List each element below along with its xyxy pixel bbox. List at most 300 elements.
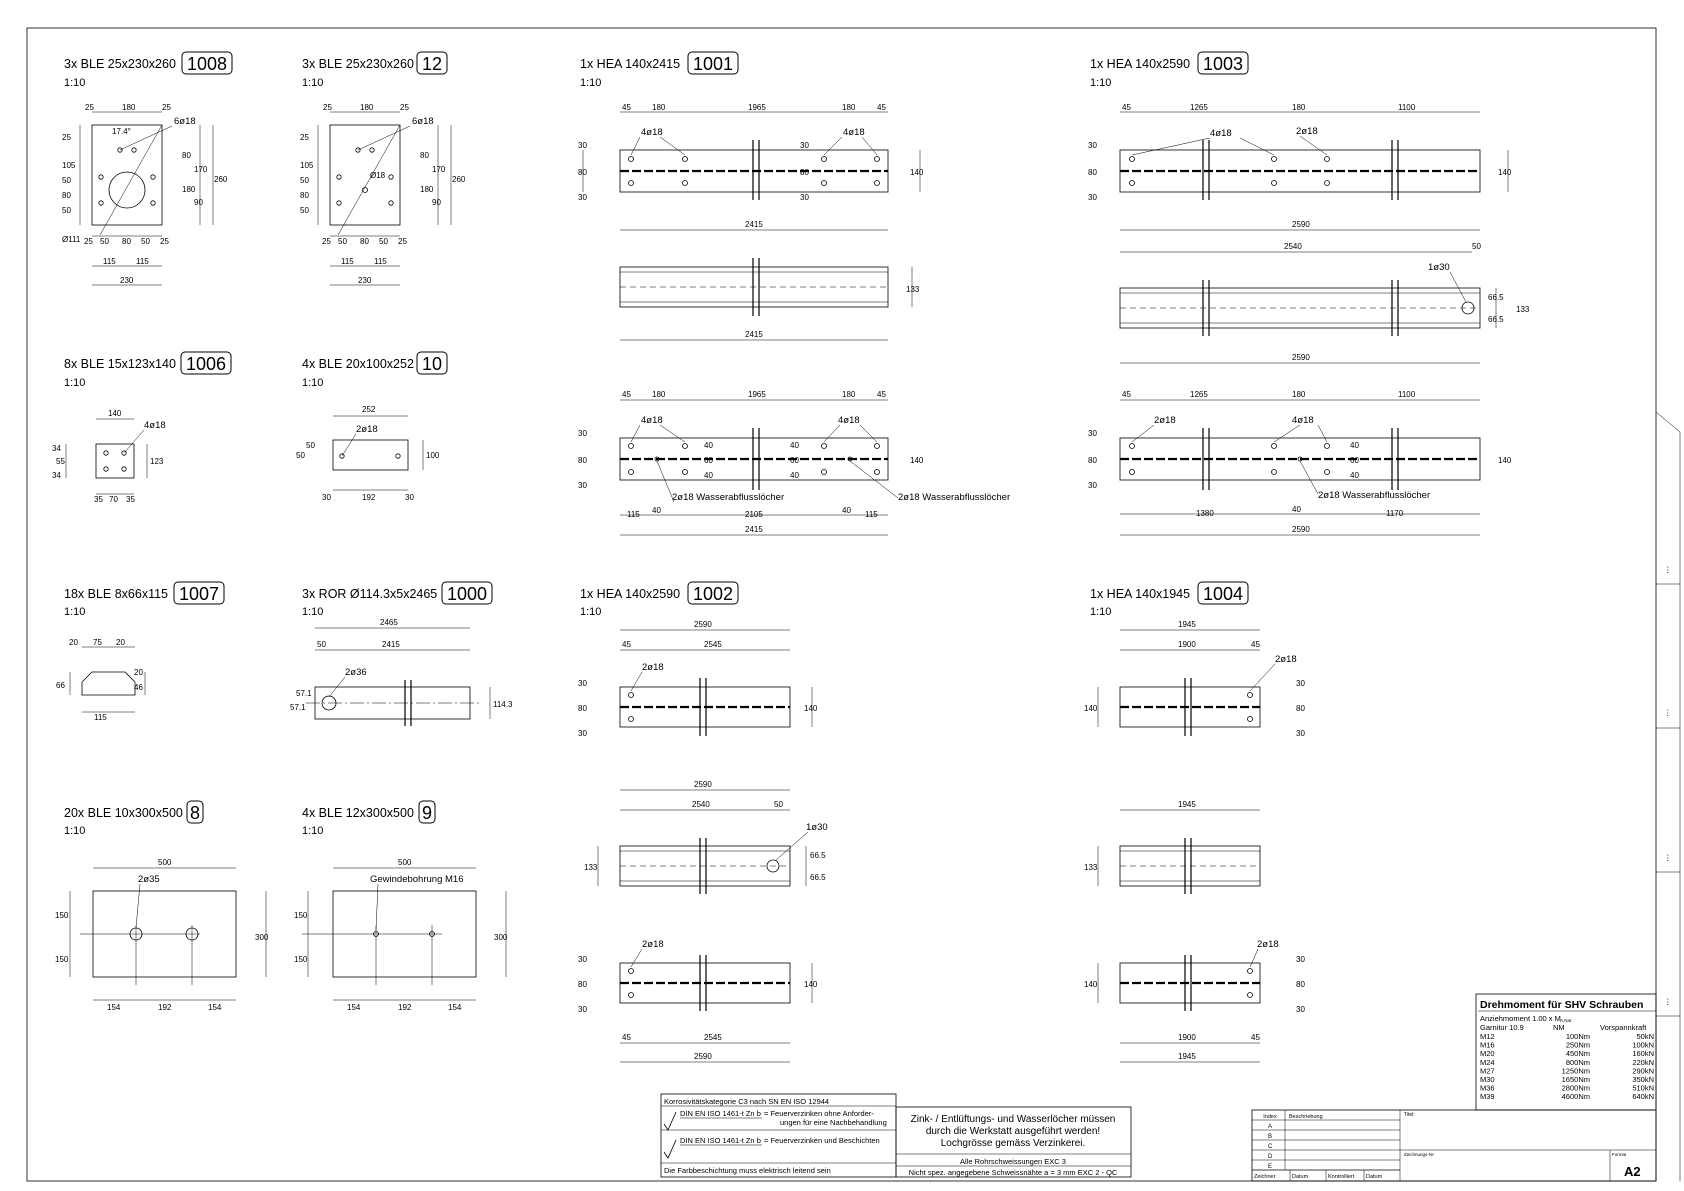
revision-rows <box>1252 1124 1400 1170</box>
svg-text:Kontrolliert: Kontrolliert <box>1328 1174 1355 1180</box>
svg-text:2ø18: 2ø18 <box>1154 415 1176 426</box>
svg-text:25: 25 <box>322 237 331 246</box>
svg-text:133: 133 <box>906 285 920 294</box>
svg-text:DIN EN ISO 1461-t Zn b: DIN EN ISO 1461-t Zn b <box>680 1109 761 1118</box>
torque-cell: 250Nm <box>1565 1040 1590 1050</box>
svg-text:2590: 2590 <box>1292 220 1310 229</box>
svg-text:1965: 1965 <box>748 390 766 399</box>
svg-text:50: 50 <box>62 176 71 185</box>
sheet-border <box>27 28 1656 1181</box>
svg-text:1ø30: 1ø30 <box>1428 262 1450 273</box>
svg-text:45: 45 <box>1122 390 1131 399</box>
svg-text:140: 140 <box>1498 168 1512 177</box>
svg-text:1945: 1945 <box>1178 800 1196 809</box>
svg-text:192: 192 <box>362 493 376 502</box>
torque-cell: 350kN <box>1632 1075 1654 1084</box>
svg-text:115: 115 <box>627 510 640 519</box>
svg-text:50: 50 <box>379 237 388 246</box>
svg-text:230: 230 <box>358 276 372 285</box>
svg-text:ungen für eine Nachbehandlung: ungen für eine Nachbehandlung <box>780 1118 887 1127</box>
svg-text:1945: 1945 <box>1178 1052 1196 1061</box>
svg-text:Ø18: Ø18 <box>370 171 386 180</box>
svg-text:66.5: 66.5 <box>1488 293 1504 302</box>
torque-cell: 100Nm <box>1565 1032 1590 1041</box>
svg-text:50: 50 <box>300 176 309 185</box>
svg-text:50: 50 <box>100 237 109 246</box>
svg-text:Zeichner: Zeichner <box>1254 1174 1276 1180</box>
svg-text:40: 40 <box>704 471 713 480</box>
position-number: 1001 <box>692 54 734 74</box>
torque-cell: M24 <box>1480 1057 1495 1067</box>
svg-text:80: 80 <box>122 237 131 246</box>
svg-text:75: 75 <box>93 638 102 647</box>
svg-text:1:10: 1:10 <box>302 377 324 389</box>
torque-cell: M27 <box>1480 1066 1495 1076</box>
svg-text:20: 20 <box>134 668 143 677</box>
fold-marker: ⋮ <box>1664 853 1672 862</box>
svg-text:80: 80 <box>1088 168 1097 177</box>
svg-text:66.5: 66.5 <box>810 873 826 882</box>
position-number: 1004 <box>1202 584 1244 604</box>
svg-text:2105: 2105 <box>745 510 763 519</box>
svg-text:40: 40 <box>790 441 799 450</box>
svg-text:80: 80 <box>1296 980 1305 989</box>
svg-text:Anziehmoment 1.00 x M: Anziehmoment 1.00 x M <box>1480 1014 1561 1023</box>
revision-letter: C <box>1268 1144 1273 1150</box>
svg-text:1380: 1380 <box>1196 509 1214 518</box>
svg-text:1:10: 1:10 <box>64 606 86 618</box>
svg-text:2ø18: 2ø18 <box>1275 654 1297 665</box>
svg-text:115: 115 <box>374 257 387 266</box>
svg-text:1ø30: 1ø30 <box>806 822 828 833</box>
svg-text:25: 25 <box>160 237 169 246</box>
fold-marker: ⋮ <box>1664 565 1672 574</box>
svg-text:20: 20 <box>69 638 78 647</box>
part-title: 3x BLE 25x230x260 <box>64 57 176 71</box>
position-number: 1002 <box>692 584 734 604</box>
svg-text:40: 40 <box>704 441 713 450</box>
svg-text:66.5: 66.5 <box>810 851 826 860</box>
svg-text:30: 30 <box>800 141 809 150</box>
svg-text:50: 50 <box>774 800 783 809</box>
svg-text:57.1: 57.1 <box>296 689 312 698</box>
svg-text:25: 25 <box>300 133 309 142</box>
svg-text:1:10: 1:10 <box>302 825 324 837</box>
torque-cell: M12 <box>1480 1032 1495 1041</box>
position-number: 12 <box>421 54 443 74</box>
svg-text:3x ROR Ø114.3x5x2465: 3x ROR Ø114.3x5x2465 <box>302 587 438 601</box>
torque-cell: 2800Nm <box>1561 1083 1590 1093</box>
svg-text:133: 133 <box>1516 305 1530 314</box>
svg-text:Datum: Datum <box>1292 1174 1309 1180</box>
svg-text:8x BLE 15x123x140: 8x BLE 15x123x140 <box>64 357 176 371</box>
svg-text:25: 25 <box>323 103 332 112</box>
svg-text:115: 115 <box>865 510 878 519</box>
svg-text:140: 140 <box>804 704 818 713</box>
svg-text:80: 80 <box>800 168 809 177</box>
svg-text:140: 140 <box>910 456 924 465</box>
svg-text:6ø18: 6ø18 <box>174 116 196 127</box>
svg-text:2ø35: 2ø35 <box>138 874 160 885</box>
torque-cell: 1250Nm <box>1561 1066 1590 1076</box>
svg-text:A,Nat: A,Nat <box>1560 1018 1572 1023</box>
svg-text:1965: 1965 <box>748 103 766 112</box>
svg-text:25: 25 <box>398 237 407 246</box>
part-1006 <box>52 352 231 504</box>
svg-text:2ø18: 2ø18 <box>1257 939 1279 950</box>
revision-letter: A <box>1268 1124 1273 1130</box>
svg-text:80: 80 <box>62 191 71 200</box>
svg-text:25: 25 <box>62 133 71 142</box>
svg-text:45: 45 <box>1251 640 1260 649</box>
svg-text:45: 45 <box>622 1033 631 1042</box>
svg-text:2465: 2465 <box>380 618 398 627</box>
position-number: 9 <box>421 803 433 823</box>
svg-text:154: 154 <box>448 1003 462 1012</box>
torque-table <box>1476 994 1656 1110</box>
svg-text:1:10: 1:10 <box>1090 77 1112 89</box>
svg-text:123: 123 <box>150 457 164 466</box>
part-1000 <box>290 582 513 726</box>
torque-cell: 220kN <box>1632 1057 1654 1067</box>
svg-text:30: 30 <box>1296 679 1305 688</box>
torque-cell: 450Nm <box>1565 1049 1590 1059</box>
svg-text:1x HEA 140x1945: 1x HEA 140x1945 <box>1090 587 1191 601</box>
svg-text:180: 180 <box>1292 390 1306 399</box>
torque-rows <box>1480 1032 1654 1101</box>
svg-text:35: 35 <box>126 495 135 504</box>
svg-text:2590: 2590 <box>1292 525 1310 534</box>
svg-text:25: 25 <box>84 237 93 246</box>
svg-text:180: 180 <box>652 103 666 112</box>
svg-text:60: 60 <box>790 456 799 465</box>
svg-text:1x HEA 140x2590: 1x HEA 140x2590 <box>580 587 681 601</box>
svg-text:2415: 2415 <box>745 330 763 339</box>
svg-text:4x BLE 20x100x252: 4x BLE 20x100x252 <box>302 357 414 371</box>
svg-text:70: 70 <box>109 495 118 504</box>
svg-text:80: 80 <box>1296 704 1305 713</box>
svg-text:2ø18: 2ø18 <box>642 939 664 950</box>
svg-text:2540: 2540 <box>1284 242 1302 251</box>
svg-text:1170: 1170 <box>1386 509 1404 518</box>
svg-text:30: 30 <box>578 141 587 150</box>
svg-text:115: 115 <box>341 257 354 266</box>
svg-text:Zeichnungs-Nr:: Zeichnungs-Nr: <box>1404 1152 1435 1157</box>
svg-text:34: 34 <box>52 444 61 453</box>
svg-text:50: 50 <box>317 640 326 649</box>
position-number: 1006 <box>185 354 227 374</box>
svg-text:25: 25 <box>85 103 94 112</box>
torque-cell: M16 <box>1480 1040 1495 1050</box>
revision-letter: B <box>1268 1134 1273 1140</box>
part-12 <box>300 52 466 285</box>
svg-text:= Feuerverzinken und Beschicht: = Feuerverzinken und Beschichten <box>764 1136 880 1145</box>
svg-text:180: 180 <box>842 103 856 112</box>
svg-text:30: 30 <box>800 193 809 202</box>
torque-cell: 4600Nm <box>1561 1092 1590 1102</box>
svg-text:45: 45 <box>622 390 631 399</box>
position-number: 10 <box>421 354 443 374</box>
svg-text:115: 115 <box>103 257 116 266</box>
svg-text:90: 90 <box>194 198 203 207</box>
svg-text:25: 25 <box>400 103 409 112</box>
svg-text:105: 105 <box>62 161 76 170</box>
svg-text:6ø18: 6ø18 <box>412 116 434 127</box>
svg-text:45: 45 <box>877 390 886 399</box>
svg-text:4ø18: 4ø18 <box>1210 128 1232 139</box>
svg-text:40: 40 <box>1350 441 1359 450</box>
svg-text:150: 150 <box>55 955 69 964</box>
svg-text:Datum: Datum <box>1366 1174 1383 1180</box>
svg-text:1:10: 1:10 <box>64 377 86 389</box>
svg-text:40: 40 <box>1292 505 1301 514</box>
svg-text:40: 40 <box>790 471 799 480</box>
svg-text:2415: 2415 <box>382 640 400 649</box>
svg-text:= Feuerverzinken ohne Anforder: = Feuerverzinken ohne Anforder- <box>764 1109 874 1118</box>
svg-text:170: 170 <box>432 165 446 174</box>
svg-text:80: 80 <box>1088 456 1097 465</box>
position-number: 1003 <box>1202 54 1244 74</box>
svg-text:50: 50 <box>141 237 150 246</box>
svg-text:NM: NM <box>1553 1023 1565 1032</box>
svg-text:35: 35 <box>94 495 103 504</box>
svg-text:45: 45 <box>1122 103 1131 112</box>
revision-letter: D <box>1268 1154 1273 1160</box>
part-8 <box>55 801 269 1012</box>
svg-text:300: 300 <box>255 933 269 942</box>
plate-outline <box>82 672 135 695</box>
svg-text:1:10: 1:10 <box>580 606 602 618</box>
torque-cell: 100kN <box>1632 1040 1654 1050</box>
svg-text:45: 45 <box>1251 1033 1260 1042</box>
svg-text:4ø18: 4ø18 <box>144 420 166 431</box>
svg-text:Index: Index <box>1263 1114 1277 1120</box>
svg-text:50: 50 <box>306 441 315 450</box>
svg-text:Titel:: Titel: <box>1404 1112 1415 1118</box>
torque-cell: M20 <box>1480 1049 1495 1059</box>
svg-text:40: 40 <box>1350 471 1359 480</box>
part-1008 <box>62 52 232 285</box>
svg-text:4x BLE 12x300x500: 4x BLE 12x300x500 <box>302 806 414 820</box>
svg-text:durch die Werkstatt ausgeführt: durch die Werkstatt ausgeführt werden! <box>925 1126 1101 1137</box>
svg-text:180: 180 <box>360 103 374 112</box>
pipe-opening <box>109 172 145 208</box>
fold-tab <box>1656 412 1680 1181</box>
svg-text:Lochgrösse gemäss Verzinkerei.: Lochgrösse gemäss Verzinkerei. <box>940 1138 1086 1149</box>
part-1002 <box>578 582 828 1062</box>
torque-cell: 640kN <box>1632 1092 1654 1102</box>
svg-text:45: 45 <box>622 640 631 649</box>
svg-text:180: 180 <box>842 390 856 399</box>
torque-cell: 160kN <box>1632 1049 1654 1059</box>
svg-text:Format: Format <box>1612 1152 1627 1157</box>
svg-text:80: 80 <box>182 151 191 160</box>
svg-text:40: 40 <box>842 506 851 515</box>
svg-text:140: 140 <box>1084 980 1098 989</box>
svg-text:1945: 1945 <box>1178 620 1196 629</box>
svg-text:20x BLE 10x300x500: 20x BLE 10x300x500 <box>64 806 183 820</box>
svg-text:30: 30 <box>1296 1005 1305 1014</box>
svg-text:4ø18: 4ø18 <box>641 127 663 138</box>
svg-text:60: 60 <box>704 456 713 465</box>
svg-text:1100: 1100 <box>1398 390 1416 399</box>
torque-cell: 290kN <box>1632 1066 1654 1076</box>
svg-text:2545: 2545 <box>704 640 722 649</box>
svg-text:Vorspannkraft: Vorspannkraft <box>1600 1023 1647 1032</box>
svg-text:4ø18: 4ø18 <box>641 415 663 426</box>
svg-text:1x HEA 140x2590: 1x HEA 140x2590 <box>1090 57 1191 71</box>
svg-text:500: 500 <box>398 858 412 867</box>
fold-marker: ⋮ <box>1664 997 1672 1006</box>
svg-text:154: 154 <box>107 1003 121 1012</box>
svg-text:Beschriebung: Beschriebung <box>1289 1114 1323 1120</box>
position-number: 1000 <box>446 584 488 604</box>
part-1004 <box>1084 582 1305 1062</box>
torque-cell: M30 <box>1480 1075 1495 1084</box>
svg-text:17.4°: 17.4° <box>112 127 131 136</box>
svg-text:Gewindebohrung M16: Gewindebohrung M16 <box>370 874 464 885</box>
svg-text:154: 154 <box>347 1003 361 1012</box>
sheet-format: A2 <box>1624 1164 1641 1179</box>
svg-text:1:10: 1:10 <box>302 77 324 89</box>
svg-text:1900: 1900 <box>1178 1033 1196 1042</box>
svg-text:140: 140 <box>804 980 818 989</box>
svg-text:30: 30 <box>578 955 587 964</box>
svg-text:252: 252 <box>362 405 376 414</box>
svg-text:180: 180 <box>420 185 434 194</box>
svg-text:1900: 1900 <box>1178 640 1196 649</box>
position-number: 8 <box>189 803 201 823</box>
svg-text:150: 150 <box>294 911 308 920</box>
svg-text:2590: 2590 <box>694 1052 712 1061</box>
svg-text:114.3: 114.3 <box>493 700 513 709</box>
svg-text:20: 20 <box>116 638 125 647</box>
part-9 <box>294 801 508 1012</box>
svg-text:1:10: 1:10 <box>302 606 324 618</box>
svg-text:2590: 2590 <box>694 780 712 789</box>
svg-text:50: 50 <box>62 206 71 215</box>
svg-text:133: 133 <box>584 863 598 872</box>
svg-text:170: 170 <box>194 165 208 174</box>
svg-text:2ø18: 2ø18 <box>642 662 664 673</box>
svg-text:2ø18: 2ø18 <box>356 424 378 435</box>
svg-text:1x HEA 140x2415: 1x HEA 140x2415 <box>580 57 681 71</box>
svg-text:45: 45 <box>622 103 631 112</box>
svg-text:115: 115 <box>136 257 149 266</box>
svg-text:50: 50 <box>338 237 347 246</box>
svg-text:1265: 1265 <box>1190 103 1208 112</box>
svg-text:80: 80 <box>360 237 369 246</box>
svg-text:30: 30 <box>322 493 331 502</box>
svg-text:1:10: 1:10 <box>580 77 602 89</box>
svg-text:192: 192 <box>398 1003 412 1012</box>
svg-text:260: 260 <box>214 175 228 184</box>
svg-text:Garnitur 10.9: Garnitur 10.9 <box>1480 1023 1524 1032</box>
svg-text:55: 55 <box>56 457 65 466</box>
svg-text:2ø18: 2ø18 <box>1296 126 1318 137</box>
torque-cell: 50kN <box>1636 1032 1654 1041</box>
svg-text:30: 30 <box>578 429 587 438</box>
torque-cell: 800Nm <box>1565 1057 1590 1067</box>
revision-letter: E <box>1268 1164 1273 1170</box>
svg-text:2545: 2545 <box>704 1033 722 1042</box>
svg-text:2590: 2590 <box>694 620 712 629</box>
svg-text:50: 50 <box>300 206 309 215</box>
part-1001 <box>578 52 1010 535</box>
torque-cell: 1650Nm <box>1561 1075 1590 1084</box>
svg-text:1:10: 1:10 <box>64 825 86 837</box>
svg-text:80: 80 <box>578 456 587 465</box>
svg-text:46: 46 <box>134 683 143 692</box>
notes-block <box>661 1094 1131 1177</box>
svg-text:50: 50 <box>1472 242 1481 251</box>
svg-text:4ø18: 4ø18 <box>838 415 860 426</box>
svg-text:50: 50 <box>296 451 305 460</box>
coating-note: Die Farbbeschichtung muss elektrisch leitend sein <box>664 1166 831 1175</box>
svg-text:80: 80 <box>300 191 309 200</box>
torque-cell: M39 <box>1480 1092 1495 1102</box>
svg-text:180: 180 <box>122 103 136 112</box>
svg-text:Ø111: Ø111 <box>62 235 81 244</box>
svg-text:2590: 2590 <box>1292 353 1310 362</box>
svg-text:57.1: 57.1 <box>290 703 306 712</box>
position-number: 1008 <box>186 54 228 74</box>
svg-text:30: 30 <box>578 729 587 738</box>
svg-text:30: 30 <box>578 679 587 688</box>
svg-text:1:10: 1:10 <box>1090 606 1112 618</box>
svg-text:80: 80 <box>578 704 587 713</box>
svg-text:230: 230 <box>120 276 134 285</box>
svg-text:60: 60 <box>1350 456 1359 465</box>
part-scale: 1:10 <box>64 77 86 89</box>
svg-text:500: 500 <box>158 858 172 867</box>
svg-text:2415: 2415 <box>745 525 763 534</box>
svg-text:2ø18 Wasserabflusslöcher: 2ø18 Wasserabflusslöcher <box>1318 490 1431 501</box>
svg-text:80: 80 <box>578 980 587 989</box>
part-1003 <box>1088 52 1530 535</box>
svg-text:30: 30 <box>1088 429 1097 438</box>
svg-text:30: 30 <box>1088 481 1097 490</box>
svg-text:40: 40 <box>652 506 661 515</box>
svg-text:3x BLE 25x230x260: 3x BLE 25x230x260 <box>302 57 414 71</box>
part-1007 <box>56 582 224 722</box>
fold-marker: ⋮ <box>1664 708 1672 717</box>
svg-text:30: 30 <box>578 481 587 490</box>
svg-text:140: 140 <box>108 409 122 418</box>
svg-text:2415: 2415 <box>745 220 763 229</box>
svg-text:90: 90 <box>432 198 441 207</box>
svg-text:100: 100 <box>426 451 440 460</box>
part-10 <box>296 352 447 502</box>
svg-text:2540: 2540 <box>692 800 710 809</box>
svg-text:30: 30 <box>578 193 587 202</box>
svg-text:140: 140 <box>1084 704 1098 713</box>
torque-title: Drehmoment für SHV Schrauben <box>1480 999 1644 1011</box>
svg-text:140: 140 <box>910 168 924 177</box>
svg-text:Zink- / Entlüftungs- und Wasse: Zink- / Entlüftungs- und Wasserlöcher müssen <box>910 1114 1116 1125</box>
svg-text:140: 140 <box>1498 456 1512 465</box>
svg-text:4ø18: 4ø18 <box>843 127 865 138</box>
svg-text:260: 260 <box>452 175 466 184</box>
svg-text:80: 80 <box>420 151 429 160</box>
svg-text:Alle Rohrschweissungen EXC 3: Alle Rohrschweissungen EXC 3 <box>960 1157 1066 1166</box>
torque-cell: 510kN <box>1632 1083 1654 1093</box>
svg-text:180: 180 <box>652 390 666 399</box>
svg-text:2ø18 Wasserabflusslöcher: 2ø18 Wasserabflusslöcher <box>898 492 1011 503</box>
svg-text:1265: 1265 <box>1190 390 1208 399</box>
svg-text:18x BLE 8x66x115: 18x BLE 8x66x115 <box>64 587 169 601</box>
svg-text:30: 30 <box>1088 193 1097 202</box>
